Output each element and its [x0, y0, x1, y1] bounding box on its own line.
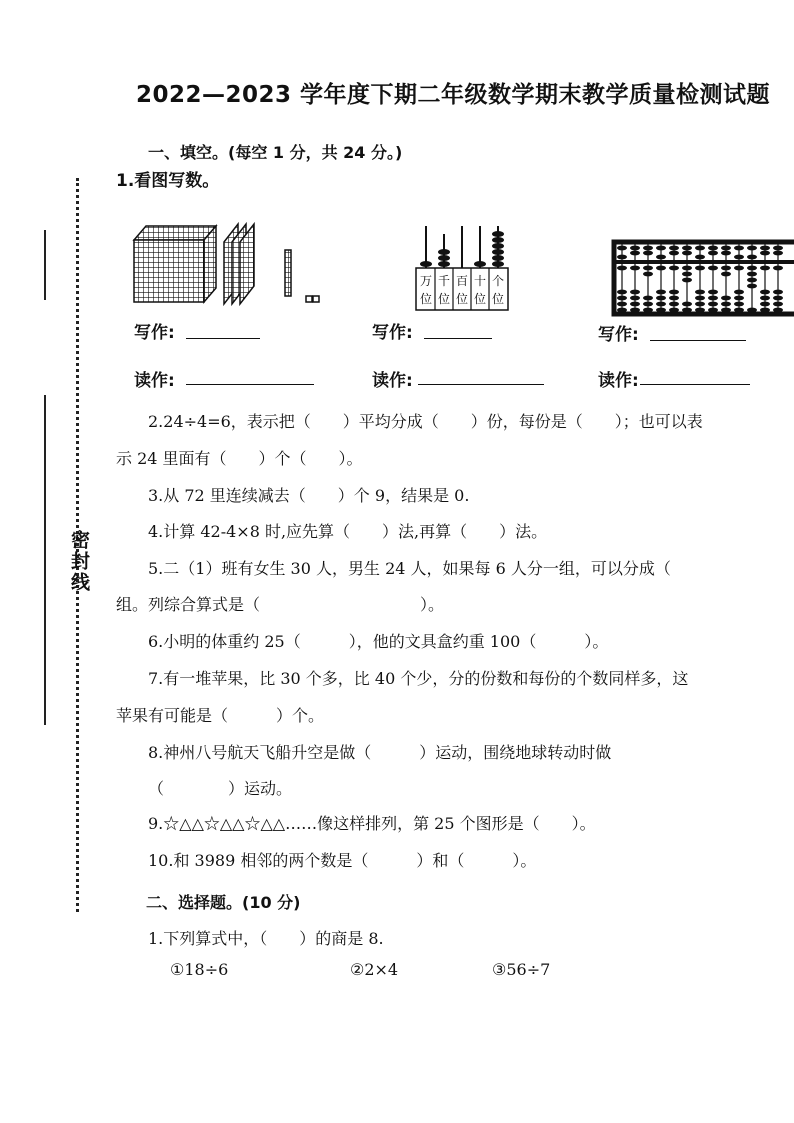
question-4: 4.计算 42-4×8 时,应先算（ ）法,再算（ ）法。 [148, 522, 548, 541]
abacus-place-label: 位 [491, 292, 505, 306]
base-ten-blocks-figure [128, 212, 328, 312]
binding-label: 密封线 [68, 530, 90, 593]
abacus-place-label: 位 [419, 292, 433, 306]
question-5-line-2: 组。列综合算式是（ ）。 [116, 595, 445, 614]
abacus-place-label: 千 [437, 274, 451, 288]
thousand-cube-icon [134, 226, 216, 302]
write-label-2: 写作: [372, 323, 413, 343]
write-answer-line-1[interactable] [186, 338, 260, 339]
question-10: 10.和 3989 相邻的两个数是（ ）和（ ）。 [148, 851, 537, 870]
read-label-3: 读作: [598, 371, 639, 391]
abacus-place-label: 百 [455, 274, 469, 288]
question-7-line-1: 7.有一堆苹果，比 30 个多，比 40 个少，分的份数和每份的个数同样多，这 [148, 669, 689, 688]
question-7-line-2: 苹果有可能是（ ）个。 [116, 706, 325, 725]
section2-question-1: 1.下列算式中，（ ）的商是 8. [148, 929, 384, 948]
section1-heading: 一、填空。(每空 1 分，共 24 分。) [148, 143, 403, 162]
suanpan-abacus-figure [610, 238, 794, 318]
abacus-place-label: 位 [473, 292, 487, 306]
margin-edge-line [44, 230, 46, 300]
question-6: 6.小明的体重约 25（ ），他的文具盒约重 100（ ）。 [148, 632, 609, 651]
question-8-line-2: （ ）运动。 [148, 779, 293, 798]
page-title: 2022—2023 学年度下期二年级数学期末教学质量检测试题 [136, 82, 771, 108]
hundred-flat-icon [224, 224, 254, 304]
question-8-line-1: 8.神州八号航天飞船升空是做（ ）运动，围绕地球转动时做 [148, 743, 612, 762]
question-2-line-2: 示 24 里面有（ ）个（ ）。 [116, 449, 363, 468]
write-label-1: 写作: [134, 323, 175, 343]
question-9: 9.☆△△☆△△☆△△……像这样排列，第 25 个图形是（ ）。 [148, 814, 596, 833]
abacus-place-label: 万 [419, 274, 433, 288]
question-5-line-1: 5.二（1）班有女生 30 人，男生 24 人，如果每 6 人分一组，可以分成（ [148, 559, 671, 578]
write-answer-line-3[interactable] [650, 340, 746, 341]
margin-edge-line [44, 395, 46, 725]
abacus-place-label: 十 [473, 274, 487, 288]
abacus-place-label: 位 [437, 292, 451, 306]
write-answer-line-2[interactable] [424, 338, 492, 339]
abacus-place-label: 个 [491, 274, 505, 288]
ten-rod-icon [285, 250, 291, 296]
abacus-place-label: 位 [455, 292, 469, 306]
question-1-label: 1.看图写数。 [116, 171, 220, 191]
read-answer-line-1[interactable] [186, 384, 314, 385]
read-label-2: 读作: [372, 371, 413, 391]
choice-option-1[interactable]: ①18÷6 [170, 960, 229, 979]
unit-cube-icon [306, 296, 319, 302]
section2-heading: 二、选择题。(10 分) [146, 893, 301, 912]
write-label-3: 写作: [598, 325, 639, 345]
read-answer-line-2[interactable] [418, 384, 544, 385]
read-answer-line-3[interactable] [640, 384, 750, 385]
choice-option-2[interactable]: ②2×4 [350, 960, 399, 979]
read-label-1: 读作: [134, 371, 175, 391]
choice-option-3[interactable]: ③56÷7 [492, 960, 551, 979]
question-2-line-1: 2.24÷4=6，表示把（ ）平均分成（ ）份，每份是（ ）；也可以表 [148, 412, 703, 431]
question-3: 3.从 72 里连续减去（ ）个 9，结果是 0. [148, 486, 470, 505]
counting-frame-figure [412, 222, 510, 314]
